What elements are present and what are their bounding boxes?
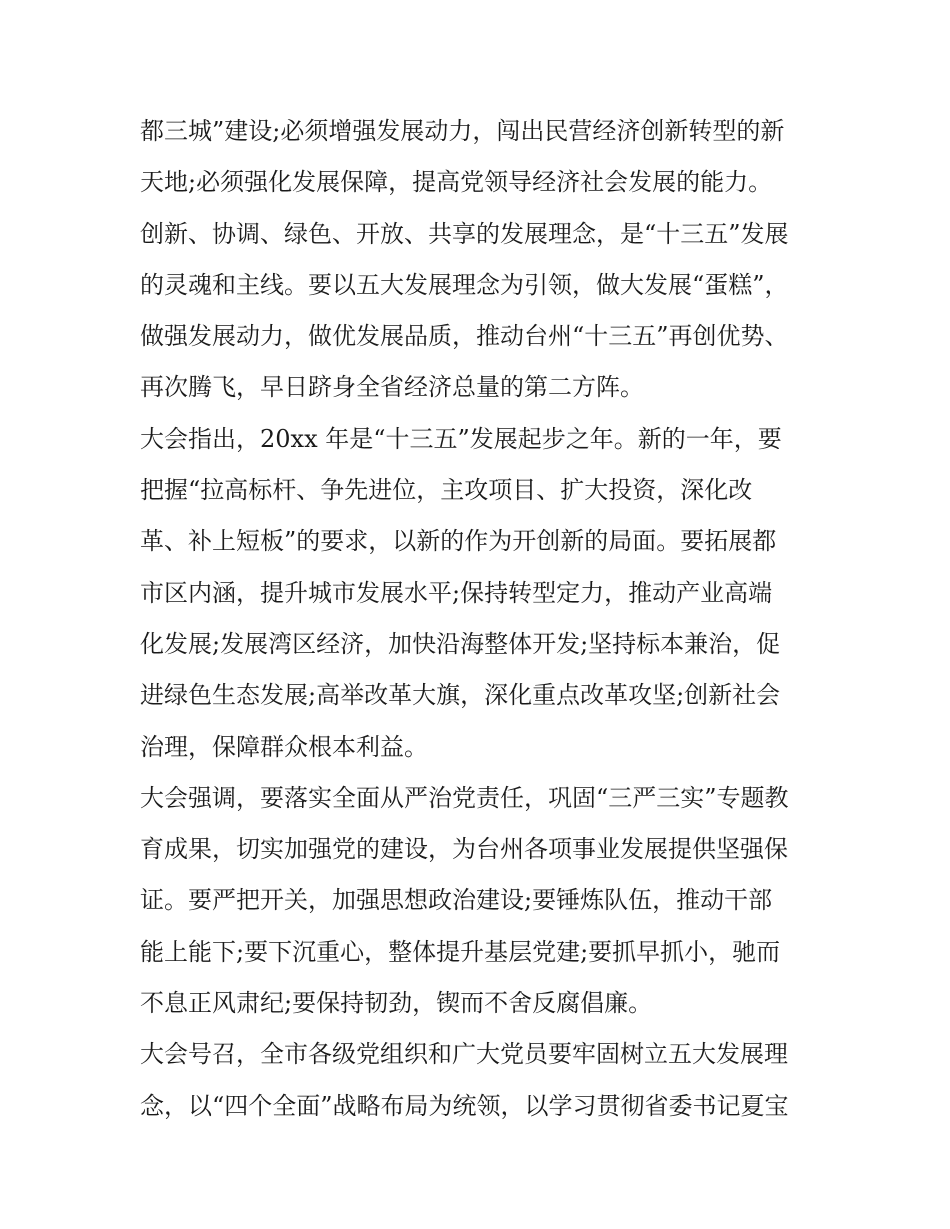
text-line: 育成果，切实加强党的建设，为台州各项事业发展提供坚强保 [140,835,788,864]
text-line: 把握“拉高标杆、争先进位，主攻项目、扩大投资，深化改 [140,476,753,505]
text-line: 大会强调，要落实全面从严治党责任，巩固“三严三实”专题教 [140,783,789,812]
text-line: 能上能下;要下沉重心，整体提升基层党建;要抓早抓小，驰而 [140,937,781,966]
body-text [140,106,830,1132]
text-line: 大会号召，全市各级党组织和广大党员要牢固树立五大发展理 [140,1040,788,1069]
text-line: 市区内涵，提升城市发展水平;保持转型定力，推动产业高端 [140,578,773,607]
text-line: 的灵魂和主线。要以五大发展理念为引领，做大发展“蛋糕”， [140,270,789,299]
text-line: 创新、协调、绿色、开放、共享的发展理念，是“十三五”发展 [140,219,789,248]
text-line: 证。要严把开关，加强思想政治建设;要锤炼队伍，推动干部 [140,886,773,915]
text-line: 天地;必须强化发展保障，提高党领导经济社会发展的能力。 [140,168,773,197]
text-line: 再次腾飞，早日跻身全省经济总量的第二方阵。 [140,373,644,402]
text-line: 都三城”建设;必须增强发展动力，闯出民营经济创新转型的新 [140,117,785,145]
text-line: 不息正风肃纪;要保持韧劲，锲而不舍反腐倡廉。 [140,989,653,1018]
text-line: 进绿色生态发展;高举改革大旗，深化重点改革攻坚;创新社会 [140,681,781,710]
text-line: 革、补上短板”的要求，以新的作为开创新的局面。要拓展都 [140,527,777,556]
text-line: 念，以“四个全面”战略布局为统领，以学习贯彻省委书记夏宝 [140,1091,789,1120]
text-line: 做强发展动力，做优发展品质，推动台州“十三五”再创优势、 [140,322,789,351]
text-line: 化发展;发展湾区经济，加快沿海整体开发;坚持标本兼治，促 [140,629,781,658]
text-line: 治理，保障群众根本利益。 [140,732,428,761]
text-line: 大会指出，20xx 年是“十三五”发展起步之年。新的一年，要 [140,424,782,453]
